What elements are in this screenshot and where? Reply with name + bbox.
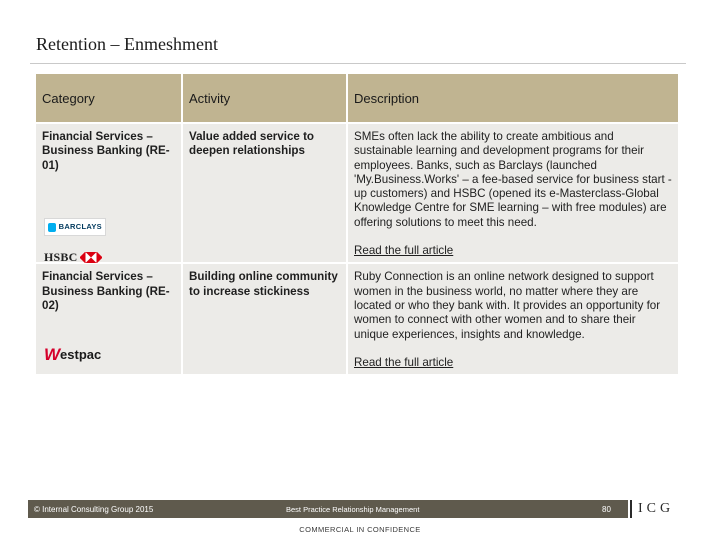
case-study-table — [34, 72, 680, 376]
activity-cell: Value added service to deepen relationships — [183, 124, 346, 262]
description-text: SMEs often lack the ability to create ambitious and sustainable learning and development programs for their employees. Banks, such as Barclays (launched 'My.Business.Works' – a fee-based service for business start -up customers) and HSBC (opened its e-Masterclass-Global Knowledge Centre for SME learning – with free modules) are offering solutions to meet this need. — [354, 130, 672, 229]
barclays-logo: BARCLAYS — [44, 218, 106, 236]
page-title: Retention – Enmeshment — [36, 34, 218, 54]
footer-copyright: © Internal Consulting Group 2015 — [34, 504, 154, 514]
barclays-eagle-icon — [48, 223, 56, 232]
hsbc-logo: HSBC — [44, 250, 102, 264]
table-header-row — [36, 74, 678, 122]
read-full-article-link[interactable]: Read the full article — [354, 244, 454, 258]
category-cell — [36, 124, 181, 262]
table-row — [36, 264, 678, 374]
table-row — [36, 124, 678, 262]
column-header-activity: Activity — [183, 74, 346, 122]
westpac-logo: W estpac — [44, 345, 102, 365]
category-text: Financial Services – Business Banking (RE-01) — [42, 130, 170, 172]
footer-bar — [28, 500, 628, 518]
icg-logo: ICG — [630, 500, 680, 518]
read-full-article-link[interactable]: Read the full article — [354, 355, 454, 369]
column-header-category: Category — [36, 74, 181, 122]
description-cell — [348, 264, 678, 374]
column-header-description: Description — [348, 74, 678, 122]
page-number: 80 — [602, 504, 611, 514]
activity-cell: Building online community to increase stickiness — [183, 264, 346, 374]
category-text: Financial Services – Business Banking (RE-02) — [42, 270, 170, 312]
description-text: Ruby Connection is an online network designed to support women in the business world, no matter where they are located or who they bank with. It provides an opportunity for women to connect with other women and to share their unique experiences, insights and knowledge. — [354, 270, 661, 341]
title-divider — [30, 63, 686, 64]
description-cell — [348, 124, 678, 262]
confidentiality-notice: COMMERCIAL IN CONFIDENCE — [299, 525, 421, 534]
hsbc-hexagon-icon — [80, 252, 102, 263]
footer-title: Best Practice Relationship Management — [286, 504, 420, 514]
category-cell — [36, 264, 181, 374]
